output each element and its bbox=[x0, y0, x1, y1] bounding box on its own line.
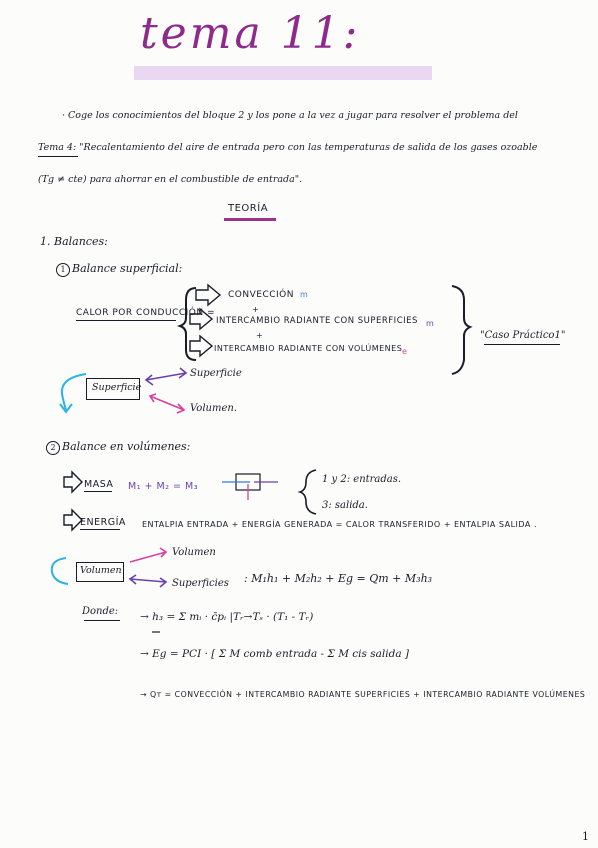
cyan-curve-arrow bbox=[62, 374, 86, 410]
arrow-outline-icon bbox=[64, 510, 82, 530]
arrow-label-superficie: Superficie bbox=[190, 368, 242, 379]
page-number: 1 bbox=[582, 830, 589, 843]
annotation-entradas: 1 y 2: entradas. bbox=[322, 474, 402, 485]
annotation-brace bbox=[300, 470, 316, 514]
energia-label: ENERGÍA bbox=[80, 517, 126, 528]
color-tag-pink: e bbox=[402, 347, 407, 356]
intro-line-1: · Coge los conocimientos del bloque 2 y los pone a la vez a jugar para resolver el problema del bbox=[62, 110, 518, 121]
color-tag-violet: m bbox=[426, 319, 434, 328]
arrow-label-volumen: Volumen. bbox=[190, 403, 237, 414]
arrow-label-superficies: Superficies bbox=[172, 578, 229, 589]
balances-label: 1. Balances: bbox=[40, 235, 108, 248]
superficie-box-label: Superficie bbox=[92, 382, 142, 393]
cyan-bracket bbox=[52, 558, 68, 584]
item-radiante-superficies: INTERCAMBIO RADIANTE CON SUPERFICIES bbox=[216, 316, 418, 326]
volumen-box-label: Volumen bbox=[80, 565, 122, 576]
conduction-label: CALOR POR CONDUCCIÓN = bbox=[76, 308, 216, 318]
balance-volumenes-heading: 2 Balance en volúmenes: bbox=[46, 440, 190, 455]
donde-label: Donde: bbox=[82, 606, 119, 617]
section-heading: TEORÍA bbox=[228, 203, 269, 214]
right-brace bbox=[452, 286, 470, 374]
masa-label: MASA bbox=[84, 479, 114, 490]
plus-1: + bbox=[252, 305, 260, 314]
violet-double-arrow-2 bbox=[130, 579, 166, 582]
color-tag-blue: m bbox=[300, 290, 308, 299]
plus-2: + bbox=[256, 331, 264, 340]
arrow-outline-icon bbox=[196, 285, 220, 305]
definition-qt: → Qт = CONVECCIÓN + INTERCAMBIO RADIANTE SUPERFICIES + INTERCAMBIO RADIANTE VOLÚMENES bbox=[140, 690, 586, 699]
definition-eg: → Eg = PCI · [ Σ M comb entrada - Σ M cis salida ] bbox=[140, 648, 410, 660]
item-radiante-volumenes: INTERCAMBIO RADIANTE CON VOLÚMENES bbox=[214, 344, 403, 353]
arrow-outline-icon bbox=[190, 309, 212, 329]
arrow-label-volumen-2: Volumen bbox=[172, 547, 216, 558]
intro-line-2: Tema 4: "Recalentamiento del aire de entrada pero con las temperaturas de salida de los gases ozoable bbox=[38, 142, 538, 153]
arrow-outline-icon bbox=[190, 336, 212, 356]
item-conveccion: CONVECCIÓN bbox=[228, 290, 294, 300]
pink-double-arrow bbox=[150, 396, 184, 410]
intro-line-3: (Tg ≠ cte) para ahorrar en el combustible de entrada". bbox=[38, 174, 303, 185]
balance-superficial-heading: 1 Balance superficial: bbox=[56, 262, 182, 277]
masa-equation: M₁ + M₂ = M₃ bbox=[128, 481, 199, 492]
annotation-salida: 3: salida. bbox=[322, 500, 368, 511]
pink-arrow bbox=[130, 552, 166, 562]
page-title: tema 11: bbox=[140, 8, 361, 59]
arrow-outline-icon bbox=[64, 472, 82, 492]
energia-equation: ENTALPIA ENTRADA + ENERGÍA GENERADA = CALOR TRANSFERIDO + ENTALPIA SALIDA . bbox=[142, 520, 537, 529]
definition-h3: → h₃ = Σ mᵢ · c̄pᵢ |Tᵣ→Tₛ · (T₁ - Tᵣ) bbox=[140, 611, 314, 623]
caso-practico-note: "Caso Práctico1" bbox=[480, 330, 566, 341]
volume-balance-equation: : M₁h₁ + M₂h₂ + Eg = Qт + M₃h₃ bbox=[244, 572, 433, 585]
